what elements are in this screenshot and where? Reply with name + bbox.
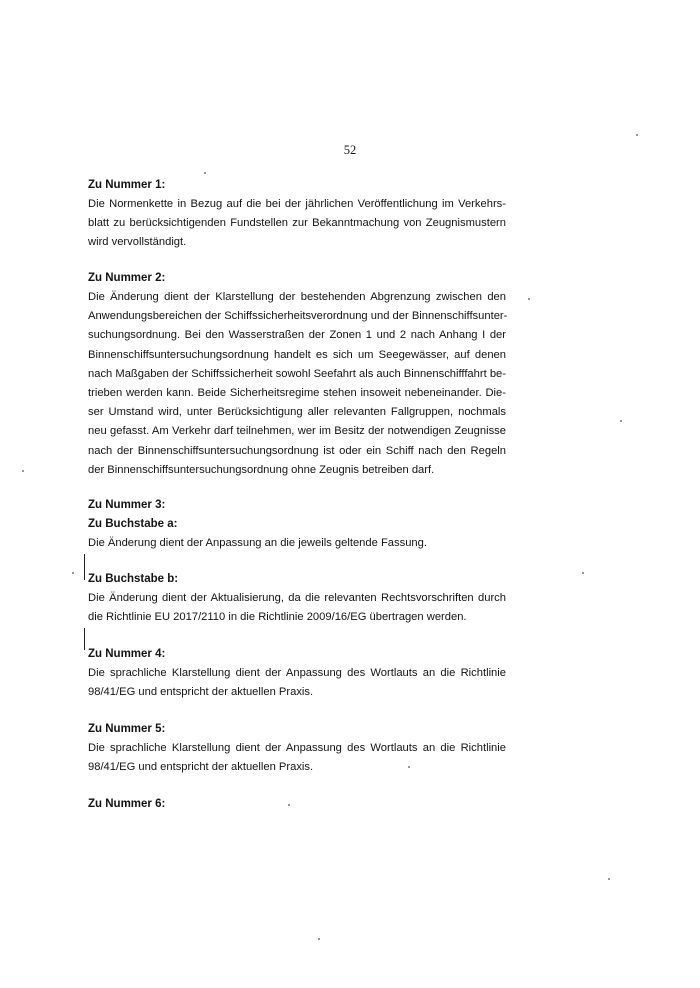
section-nummer-6 (88, 795, 506, 814)
page-number: 52 (343, 143, 357, 157)
scan-speck (636, 134, 638, 136)
section-nummer-4 (88, 645, 506, 702)
paragraph-line: Die Änderung dient der Aktualisierung, da die relevanten Rechtsvorschriften durch (88, 592, 506, 604)
revision-bar (84, 554, 85, 580)
paragraph-line: die Richtlinie EU 2017/2110 in die Richtlinie 2009/16/EG übertragen werden. (88, 611, 467, 624)
paragraph-line: Die Normenkette in Bezug auf die bei der jährlichen Veröffentlichung im Verkehrs- (88, 198, 506, 210)
scan-speck (204, 172, 206, 174)
section-heading: Zu Nummer 4: (88, 648, 166, 660)
scan-speck (22, 470, 24, 472)
section-nummer-5 (88, 720, 506, 777)
scan-speck (620, 420, 622, 422)
section-heading: Zu Buchstabe b: (88, 573, 179, 585)
paragraph-line: suchungsordnung. Bei den Wasserstraßen der Zonen 1 und 2 nach Anhang I der (88, 329, 506, 342)
section-heading: Zu Nummer 6: (88, 798, 166, 810)
section-paragraph (88, 288, 506, 480)
paragraph-line: der Binnenschiffsuntersuchungsordnung ohne Zeugnis betreiben darf. (88, 463, 435, 476)
section-nummer-2 (88, 269, 506, 480)
section-nummer-3 (88, 496, 506, 553)
scan-speck (528, 298, 530, 300)
scan-speck (72, 572, 74, 574)
section-paragraph (88, 195, 506, 253)
section-paragraph (88, 534, 506, 553)
paragraph-line: Die Änderung dient der Klarstellung der bestehenden Abgrenzung zwischen den (88, 291, 506, 303)
paragraph-line: Die sprachliche Klarstellung dient der Anpassung des Wortlauts an die Richtlinie (88, 742, 506, 754)
paragraph-line: Die Änderung dient der Anpassung an die jeweils geltende Fassung. (88, 537, 427, 549)
paragraph-line: trieben werden kann. Beide Sicherheitsregime stehen insoweit nebeneinander. Die- (88, 386, 506, 399)
section-nummer-1 (88, 176, 506, 253)
section-paragraph (88, 664, 506, 702)
scan-speck (318, 938, 320, 940)
paragraph-line: wird vervollständigt. (88, 236, 187, 249)
section-paragraph (88, 589, 506, 627)
revision-bar (84, 628, 85, 650)
paragraph-line: blatt zu berücksichtigenden Fundstellen zur Bekanntmachung von Zeugnismustern (88, 217, 506, 230)
paragraph-line: 98/41/EG und entspricht der aktuellen Praxis. (88, 686, 314, 699)
section-heading: Zu Nummer 1: (88, 179, 166, 191)
paragraph-line: Die sprachliche Klarstellung dient der Anpassung des Wortlauts an die Richtlinie (88, 667, 506, 679)
section-heading: Zu Nummer 3: (88, 499, 166, 511)
scan-speck (408, 766, 410, 768)
scan-speck (288, 804, 290, 806)
paragraph-line: 98/41/EG und entspricht der aktuellen Praxis. (88, 761, 314, 774)
paragraph-line: nach der Binnenschiffsuntersuchungsordnung ist oder ein Schiff nach den Regeln (88, 444, 506, 457)
scan-speck (608, 878, 610, 880)
section-paragraph (88, 739, 506, 777)
section-heading: Zu Nummer 5: (88, 723, 166, 735)
section-buchstabe-b (88, 570, 506, 627)
paragraph-line: Binnenschiffsuntersuchungsordnung handelt es sich um Seegewässer, auf denen (88, 348, 506, 361)
scan-speck (582, 572, 584, 574)
paragraph-line: neu gefasst. Am Verkehr darf teilnehmen, wer im Besitz der notwendigen Zeugnisse (88, 425, 506, 438)
paragraph-line: Anwendungsbereichen der Schiffssicherheitsverordnung und der Binnenschiffsunter- (88, 310, 508, 323)
paragraph-line: ser Umstand wird, unter Berücksichtigung aller relevanten Fallgruppen, nochmals (88, 406, 506, 419)
paragraph-line: nach Maßgaben der Schiffssicherheit sowohl Seefahrt als auch Binnenschifffahrt be- (88, 367, 506, 380)
section-heading: Zu Nummer 2: (88, 272, 166, 284)
section-subheading: Zu Buchstabe a: (88, 518, 178, 530)
